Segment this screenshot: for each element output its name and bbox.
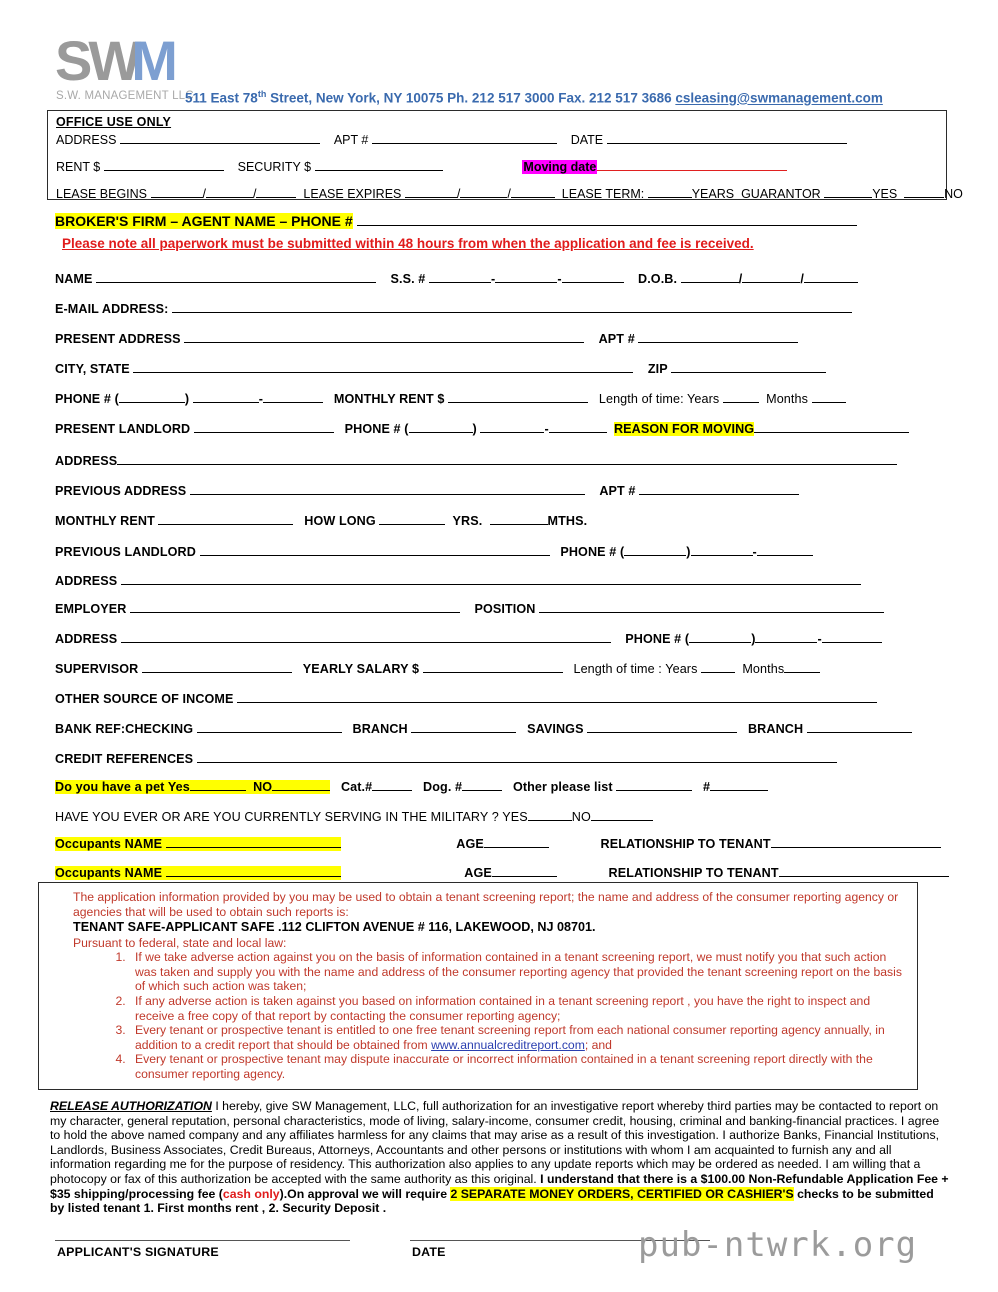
employer-phone-label: PHONE # ( — [625, 632, 690, 646]
ss-input-3[interactable] — [562, 270, 624, 283]
email-input[interactable] — [172, 300, 852, 313]
row-supervisor-salary — [55, 660, 820, 676]
occupant-2-relationship-label: RELATIONSHIP TO TENANT — [608, 866, 779, 880]
other-pet-hash-label: # — [703, 780, 711, 794]
prev-landlord-phone-area[interactable] — [624, 543, 686, 556]
employer-input[interactable] — [130, 600, 460, 613]
other-pet-input[interactable] — [616, 778, 692, 791]
how-long-label: HOW LONG — [304, 514, 376, 528]
phone-suffix[interactable] — [263, 390, 323, 403]
monthly-rent-label: MONTHLY RENT $ — [333, 392, 445, 406]
occupant-2-relationship-input[interactable] — [779, 864, 949, 877]
employment-months-input[interactable] — [784, 660, 820, 673]
row-occupant-2 — [55, 864, 949, 880]
military-no-label: NO — [571, 810, 591, 824]
row-previous-address — [55, 482, 799, 498]
tenant-screening-disclosure-box — [38, 882, 918, 1090]
broker-firm-label: BROKER'S FIRM – AGENT NAME – PHONE # — [55, 213, 353, 229]
row-occupant-1 — [55, 835, 941, 851]
lease-begins-year[interactable] — [256, 185, 296, 198]
row-city-state — [55, 360, 826, 376]
yearly-salary-input[interactable] — [423, 660, 563, 673]
row-email — [55, 300, 852, 316]
lease-term-input[interactable] — [648, 185, 692, 198]
mths-label: MTHS. — [547, 514, 588, 528]
cat-label: Cat.# — [340, 780, 373, 794]
length-of-time-label: Length of time: Years — [598, 392, 720, 406]
other-pet-count-input[interactable] — [710, 778, 768, 791]
ss-label: S.S. # — [390, 272, 426, 286]
slash-3: / — [456, 187, 461, 201]
length-months-input[interactable] — [812, 390, 846, 403]
fee-text-part-2: ).On approval we will require — [279, 1186, 451, 1201]
military-yes-input[interactable] — [528, 808, 572, 821]
phone-close-3: ) — [686, 545, 691, 559]
employer-phone-area[interactable] — [689, 630, 751, 643]
reason-for-moving-label: REASON FOR MOVING — [613, 422, 755, 436]
address-post: Street, New York, NY 10075 Ph. 212 517 3000 Fax. 212 517 3686 — [266, 90, 676, 106]
logo-mark — [55, 29, 174, 92]
dog-label: Dog. # — [423, 780, 463, 794]
disclosure-item-4: 4. Every tenant or prospective tenant may dispute inaccurate or incorrect information contained in a tenant screening report directly with the consumer reporting agency. — [129, 1052, 905, 1081]
lease-begins-label: LEASE BEGINS — [56, 187, 148, 201]
slash-1: / — [202, 187, 206, 201]
dog-count-input[interactable] — [462, 778, 502, 791]
office-date-label: DATE — [570, 133, 604, 147]
employment-years-input[interactable] — [701, 660, 735, 673]
occupant-1-relationship-input[interactable] — [771, 835, 941, 848]
supervisor-label: SUPERVISOR — [55, 662, 139, 676]
money-orders-highlight: 2 SEPARATE MONEY ORDERS, CERTIFIED OR CASHIER'S — [450, 1186, 794, 1201]
office-address-input[interactable] — [120, 131, 320, 144]
address-label-2: ADDRESS — [55, 574, 118, 588]
row-employer-position — [55, 600, 884, 616]
disclosure-list — [73, 950, 905, 1081]
date-signature-label: DATE — [412, 1245, 446, 1259]
other-income-input[interactable] — [237, 690, 877, 703]
credit-references-input[interactable] — [197, 750, 837, 763]
previous-address-label: PREVIOUS ADDRESS — [55, 484, 187, 498]
paperwork-note: Please note all paperwork must be submitted within 48 hours from when the application and fee is received. — [62, 236, 754, 251]
landlord-phone-label: PHONE # ( — [344, 422, 409, 436]
row-credit-references — [55, 750, 837, 766]
address-input-1[interactable] — [117, 452, 897, 465]
prev-landlord-phone-label: PHONE # ( — [560, 545, 625, 559]
office-use-box — [47, 110, 963, 201]
address-input-2[interactable] — [121, 572, 861, 585]
cat-count-input[interactable] — [372, 778, 412, 791]
office-row-rent — [56, 158, 787, 174]
monthly-rent-input[interactable] — [448, 390, 588, 403]
landlord-phone-suffix[interactable] — [549, 420, 607, 433]
pet-question-label — [55, 780, 330, 794]
office-rent-label: RENT $ — [56, 160, 101, 174]
row-address-1 — [55, 452, 897, 468]
cash-only-text: cash only — [222, 1186, 280, 1201]
fee-text-part-3: checks to be submitted by listed tenant 1. First months rent , 2. Security Deposit . — [50, 1186, 934, 1216]
address-ordinal: th — [257, 89, 267, 99]
length-years-input[interactable] — [723, 390, 759, 403]
phone-label: PHONE # ( — [55, 392, 119, 406]
occupant-1-name-group — [55, 837, 341, 851]
disclosure-item-3-text: Every tenant or prospective tenant is entitled to one free tenant screening report from each national consumer reporting agency annually, in addition to a credit report that should be obtained from — [135, 1023, 885, 1052]
address-pre: 511 East 78 — [185, 90, 258, 106]
branch-label-1: BRANCH — [352, 722, 408, 736]
length-of-time-label-2: Length of time : Years — [573, 662, 698, 676]
landlord-phone-prefix[interactable] — [480, 420, 544, 433]
row-address-2 — [55, 572, 861, 588]
row-other-income — [55, 690, 877, 706]
pet-question-text: Do you have a pet Yes — [55, 780, 190, 794]
how-long-years-input[interactable] — [379, 512, 445, 525]
bank-ref-checking-input[interactable] — [197, 720, 342, 733]
row-monthly-rent-howlong — [55, 512, 587, 528]
office-security-input[interactable] — [315, 158, 443, 171]
monthly-rent-input-2[interactable] — [158, 512, 293, 525]
pet-no-input[interactable] — [272, 778, 330, 791]
phone-close-2: ) — [472, 422, 477, 436]
lease-begins-day[interactable] — [206, 185, 253, 198]
yrs-label: YRS. — [452, 514, 483, 528]
military-no-input[interactable] — [591, 808, 653, 821]
how-long-months-input[interactable] — [490, 512, 548, 525]
dob-year[interactable] — [804, 270, 858, 283]
occupant-2-age-label: AGE — [464, 866, 492, 880]
zip-label: ZIP — [647, 362, 668, 376]
reason-for-moving-input[interactable] — [754, 420, 909, 433]
letterhead — [55, 29, 955, 110]
disclosure-item-3-tail: ; and — [584, 1037, 612, 1052]
previous-apt-input[interactable] — [639, 482, 799, 495]
lease-expires-month[interactable] — [405, 185, 457, 198]
disclosure-item-2: 2. If any adverse action is taken against you based on information contained in a tenant screening report , you have the right to inspect and receive a free copy of that report by contacting the consumer reporting agency; — [129, 994, 905, 1023]
occupant-2-name-label: Occupants NAME — [55, 866, 163, 880]
lease-begins-month[interactable] — [151, 185, 203, 198]
row-bank-ref — [55, 720, 912, 736]
ss-input-1[interactable] — [429, 270, 491, 283]
site-watermark: pub-ntwrk.org — [638, 1225, 918, 1265]
office-rent-input[interactable] — [104, 158, 224, 171]
occupant-2-name-input[interactable] — [166, 864, 341, 877]
monthly-rent-label-2: MONTHLY RENT — [55, 514, 155, 528]
pet-yes-input[interactable] — [190, 778, 246, 791]
lease-term-label: LEASE TERM: — [561, 187, 645, 201]
months-label: Months — [766, 392, 809, 406]
office-use-title: OFFICE USE ONLY — [56, 115, 172, 129]
pursuant-line: Pursuant to federal, state and local law: — [73, 935, 287, 950]
office-address-label: ADDRESS — [56, 133, 117, 147]
lease-expires-year[interactable] — [511, 185, 555, 198]
occupant-1-name-input[interactable] — [166, 835, 341, 848]
row-address-3: ADDRESS PHONE # ( ) - — [55, 630, 882, 646]
office-date-input[interactable] — [607, 131, 847, 144]
occupant-1-name-label: Occupants NAME — [55, 837, 163, 851]
guarantor-no-input[interactable] — [904, 185, 944, 198]
fee-text-part-1: I understand that there is a $100.00 Non-Refundable Application Fee + $35 shipping/processing fee ( — [50, 1171, 949, 1201]
occupant-1-age-input[interactable] — [484, 835, 549, 848]
supervisor-input[interactable] — [142, 660, 292, 673]
row-pet — [55, 778, 768, 794]
employer-label: EMPLOYER — [55, 602, 127, 616]
broker-firm-row — [55, 213, 857, 229]
guarantor-label: GUARANTOR — [741, 187, 821, 201]
row-name: NAME S.S. # - - D.O.B. / / — [55, 270, 858, 286]
present-address-label: PRESENT ADDRESS — [55, 332, 181, 346]
savings-label: SAVINGS — [527, 722, 584, 736]
present-apt-input[interactable] — [638, 330, 798, 343]
guarantor-yes-label: YES — [872, 187, 898, 201]
branch-input-2[interactable] — [807, 720, 912, 733]
bank-ref-checking-label: BANK REF:CHECKING — [55, 722, 194, 736]
office-row-address — [56, 131, 847, 147]
office-row-lease — [56, 185, 963, 201]
address-label-3: ADDRESS — [55, 632, 118, 646]
credit-references-label: CREDIT REFERENCES — [55, 752, 194, 766]
employer-phone-prefix[interactable] — [755, 630, 817, 643]
phone-prefix[interactable] — [193, 390, 259, 403]
years-label: YEARS — [691, 187, 735, 201]
logo-subtitle: S.W. MANAGEMENT LLC — [56, 90, 194, 102]
release-authorization-title: RELEASE AUTHORIZATION — [50, 1099, 212, 1113]
previous-address-input[interactable] — [190, 482, 585, 495]
other-pet-label: Other please list — [512, 780, 613, 794]
city-state-label: CITY, STATE — [55, 362, 130, 376]
other-income-label: OTHER SOURCE OF INCOME — [55, 692, 234, 706]
military-label: HAVE YOU EVER OR ARE YOU CURRENTLY SERVING IN THE MILITARY ? YES — [55, 810, 528, 824]
lease-expires-label: LEASE EXPIRES — [303, 187, 402, 201]
release-authorization-body: I hereby, give SW Management, LLC, full authorization for an investigative report whereby third parties may be contacted to report on my character, general reputation, personal characteristics, mode of living, salary-income, consumer credit, housing, criminal and banking-financial practices. I agree to hold the above named company and any affiliates harmless for any claims that may arise as a result of this investigation. I authorize Banks, Financial Institutions, Landlords, Business Associates, Credit Bureaus, Attorneys, Accountants and other persons or institutions with whom I am acquainted to furnish any and all information regarding me for the purpose of residency. This authorization also applies to any update reports which may be ordered as needed. I am willing that a photocopy or fax of this authorization be accepted with the same authority as this original. — [50, 1099, 940, 1186]
position-input[interactable] — [539, 600, 884, 613]
occupant-1-age-label: AGE — [456, 837, 484, 851]
email-label: E-MAIL ADDRESS: — [55, 302, 169, 316]
office-apt-input[interactable] — [372, 131, 557, 144]
occupant-2-name-group — [55, 866, 341, 880]
pet-no-label: NO — [253, 780, 273, 794]
occupant-2-age-input[interactable] — [492, 864, 557, 877]
office-apt-label: APT # — [333, 133, 369, 147]
contact-email[interactable]: csleasing@swmanagement.com — [675, 90, 883, 106]
name-input[interactable] — [96, 270, 376, 283]
previous-apt-label: APT # — [599, 484, 636, 498]
phone-area[interactable] — [119, 390, 185, 403]
name-label: NAME — [55, 272, 93, 286]
dob-label: D.O.B. — [638, 272, 678, 286]
swm-logo — [55, 29, 194, 104]
office-security-label: SECURITY $ — [237, 160, 312, 174]
address-input-3[interactable] — [121, 630, 611, 643]
annualcreditreport-link[interactable]: www.annualcreditreport.com — [431, 1037, 585, 1052]
logo-text-sw: SW — [55, 29, 138, 92]
employer-phone-suffix[interactable] — [822, 630, 882, 643]
screening-agency-address: TENANT SAFE-APPLICANT SAFE .112 CLIFTON AVENUE # 116, LAKEWOOD, NJ 08701. — [73, 920, 596, 935]
branch-label-2: BRANCH — [747, 722, 804, 736]
phone-close-4: ) — [751, 632, 756, 646]
address-label-1: ADDRESS — [55, 454, 118, 468]
guarantor-no-label: NO — [944, 187, 963, 201]
position-label: POSITION — [474, 602, 536, 616]
dob-month[interactable] — [681, 270, 739, 283]
yearly-salary-label: YEARLY SALARY $ — [302, 662, 420, 676]
disclosure-intro: The application information provided by you may be used to obtain a tenant screening report; the name and address of the consumer reporting agency or agencies that will be used to obtain such reports is: — [73, 890, 899, 919]
slash-2: / — [252, 187, 257, 201]
row-military — [55, 808, 653, 824]
present-landlord-label: PRESENT LANDLORD — [55, 422, 191, 436]
prev-landlord-phone-suffix[interactable] — [757, 543, 813, 556]
branch-input-1[interactable] — [411, 720, 516, 733]
moving-date-label: Moving date — [523, 160, 597, 174]
company-address-line — [185, 89, 883, 106]
logo-text-m: M — [131, 29, 174, 92]
row-present-landlord: PRESENT LANDLORD PHONE # ( ) - REASON FOR MOVING — [55, 420, 909, 436]
savings-input[interactable] — [587, 720, 737, 733]
ss-input-2[interactable] — [495, 270, 557, 283]
applicant-signature-label: APPLICANT'S SIGNATURE — [57, 1245, 219, 1259]
previous-landlord-label: PREVIOUS LANDLORD — [55, 545, 196, 559]
landlord-phone-area[interactable] — [409, 420, 473, 433]
row-phone-rent: PHONE # ( ) - MONTHLY RENT $ Length of time: Years Months — [55, 390, 846, 406]
months-label-2: Months — [742, 662, 785, 676]
disclosure-item-3 — [129, 1023, 905, 1052]
applicant-signature-line[interactable] — [55, 1240, 350, 1241]
present-landlord-input[interactable] — [194, 420, 334, 433]
present-apt-label: APT # — [598, 332, 635, 346]
phone-close-1: ) — [184, 392, 190, 406]
zip-input[interactable] — [671, 360, 826, 373]
city-state-input[interactable] — [133, 360, 633, 373]
lease-expires-day[interactable] — [460, 185, 507, 198]
row-present-address — [55, 330, 798, 346]
previous-landlord-input[interactable] — [200, 543, 550, 556]
broker-firm-input[interactable] — [357, 213, 857, 226]
release-authorization-block — [50, 1099, 950, 1216]
guarantor-yes-input[interactable] — [824, 185, 872, 198]
slash-4: / — [507, 187, 511, 201]
occupant-1-relationship-label: RELATIONSHIP TO TENANT — [600, 837, 771, 851]
present-address-input[interactable] — [184, 330, 584, 343]
row-previous-landlord: PREVIOUS LANDLORD PHONE # ( ) - — [55, 543, 813, 559]
prev-landlord-phone-prefix[interactable] — [691, 543, 753, 556]
moving-date-input[interactable] — [597, 159, 787, 171]
dob-day[interactable] — [742, 270, 800, 283]
disclosure-item-1: 1. If we take adverse action against you on the basis of information contained in a tenant screening report, we must notify you that such action was taken and supply you with the name and address of the consumer reporting agency that provided the tenant screening report on the basis of which such action was taken; — [129, 950, 905, 994]
